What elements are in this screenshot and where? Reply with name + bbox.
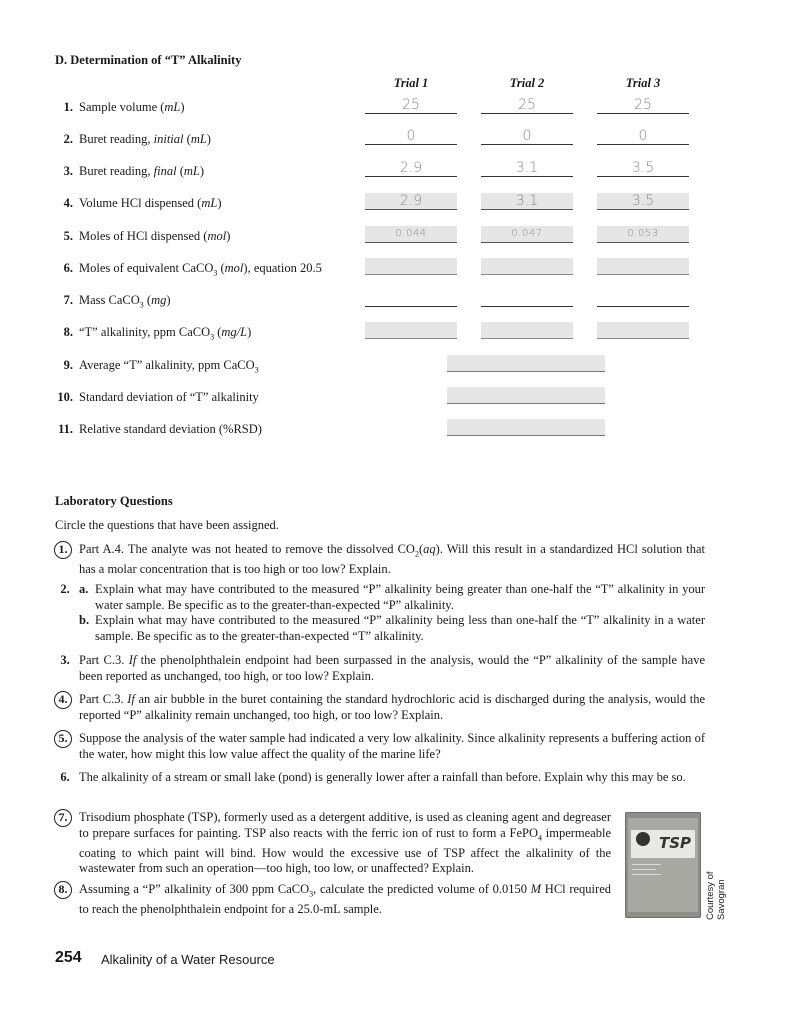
question-number: 3.: [60, 653, 70, 667]
tsp-brand-text: TSP: [658, 834, 691, 852]
cell-sample-volume-t3[interactable]: 25: [597, 97, 689, 114]
row-number: 6.: [63, 261, 73, 275]
section-title: D. Determination of “T” Alkalinity: [55, 53, 242, 67]
lab-questions-title: Laboratory Questions: [55, 494, 173, 508]
row-label-std-dev: Standard deviation of “T” alkalinity: [79, 390, 259, 404]
row-label-average: Average “T” alkalinity, ppm CaCO$_3$: [79, 358, 259, 375]
page-number: 254: [55, 949, 82, 966]
row-label-buret-initial: Buret reading, initial (mL): [79, 132, 211, 146]
row-number: 8.: [63, 325, 73, 339]
image-credit: Courtesy of Savogran: [705, 871, 727, 920]
question-number-circled: 8.: [54, 881, 72, 899]
tsp-package-fineprint: ━━━━━━━━━━━━ ━━━━━━━━━━ ━━━━━━━━━━━━: [632, 862, 661, 877]
row-number: 9.: [63, 358, 73, 372]
row-number: 10.: [57, 390, 73, 404]
row-number: 11.: [58, 422, 73, 436]
cell-moles-caco3-t1[interactable]: [365, 258, 457, 275]
cell-std-dev[interactable]: [447, 387, 605, 404]
question-number-circled: 5.: [54, 730, 72, 748]
question-2a: a. Explain what may have contributed to the measured “P” alkalinity being greater than one-half the “T” alkalinity in your water sample. Be specific as to the greater-than-expected “P” alkalinity.: [79, 582, 705, 612]
cell-average[interactable]: [447, 355, 605, 372]
question-8: 8. Assuming a “P” alkalinity of 300 ppm CaCO$_3$, calculate the predicted volume of 0.0150 M HCl required to reach the phenolphthalein endpoint for a 25.0-mL sample.: [55, 882, 611, 918]
row-label-moles-hcl: Moles of HCl dispensed (mol): [79, 229, 231, 243]
cell-moles-caco3-t3[interactable]: [597, 258, 689, 275]
cell-rsd[interactable]: [447, 419, 605, 436]
cell-buret-final-t1[interactable]: 2.9: [365, 160, 457, 177]
cell-moles-hcl-t3[interactable]: 0.053: [597, 226, 689, 243]
cell-t-alkalinity-t1[interactable]: [365, 322, 457, 339]
cell-mass-caco3-t2[interactable]: [481, 290, 573, 307]
cell-volume-hcl-t3[interactable]: 3.5: [597, 193, 689, 210]
row-number: 2.: [63, 132, 73, 146]
cell-volume-hcl-t2[interactable]: 3.1: [481, 193, 573, 210]
row-number: 5.: [63, 229, 73, 243]
trial-2-header: Trial 2: [509, 76, 545, 90]
row-label-buret-final: Buret reading, final (mL): [79, 164, 205, 178]
cell-buret-final-t2[interactable]: 3.1: [481, 160, 573, 177]
row-label-t-alkalinity: “T” alkalinity, ppm CaCO$_3$ (mg/L): [79, 325, 252, 342]
row-number: 3.: [63, 164, 73, 178]
row-number: 1.: [63, 100, 73, 114]
cell-t-alkalinity-t3[interactable]: [597, 322, 689, 339]
cell-moles-hcl-t1[interactable]: 0.044: [365, 226, 457, 243]
question-2: [55, 582, 705, 644]
row-label-rsd: Relative standard deviation (%RSD): [79, 422, 262, 436]
cell-moles-hcl-t2[interactable]: 0.047: [481, 226, 573, 243]
cell-moles-caco3-t2[interactable]: [481, 258, 573, 275]
cell-t-alkalinity-t2[interactable]: [481, 322, 573, 339]
question-number-circled: 7.: [54, 809, 72, 827]
cell-buret-initial-t2[interactable]: 0: [481, 128, 573, 145]
row-number: 4.: [63, 196, 73, 210]
lab-instruction: Circle the questions that have been assigned.: [55, 518, 279, 532]
question-2b: b. Explain what may have contributed to the measured “P” alkalinity being less than one-half the “T” alkalinity in a water sample. Be specific as to the greater-than-expected “T” alkalinity.: [79, 613, 705, 643]
tsp-product-image: [625, 812, 701, 918]
cell-sample-volume-t2[interactable]: 25: [481, 97, 573, 114]
cell-buret-initial-t1[interactable]: 0: [365, 128, 457, 145]
cell-mass-caco3-t3[interactable]: [597, 290, 689, 307]
row-label-volume-hcl: Volume HCl dispensed (mL): [79, 196, 222, 210]
question-4: 4. Part C.3. If an air bubble in the buret containing the standard hydrochloric acid is discharged during the analysis, would the reported “P” alkalinity remain unchanged, too high, or too low? Explain.: [55, 692, 705, 723]
question-3: 3. Part C.3. If the phenolphthalein endpoint had been surpassed in the analysis, would the “P” alkalinity of the sample have been reported as unchanged, too high, or too low? Explain.: [55, 653, 705, 684]
question-7: 7. Trisodium phosphate (TSP), formerly used as a detergent additive, is used as cleaning agent and degreaser to prepare surfaces for painting. TSP also reacts with the ferric ion of rust to form a FePO$_4$ impermeable coating to which paint will bind. How would the excessive use of TSP affect the alkalinity of the wastewater from such an operation—too high, too low, or unaffected? Explain.: [55, 810, 611, 877]
question-number-circled: 1.: [54, 541, 72, 559]
brand-logo-icon: [636, 832, 650, 846]
row-label-mass-caco3: Mass CaCO$_3$ (mg): [79, 293, 171, 310]
trial-3-header: Trial 3: [625, 76, 661, 90]
cell-sample-volume-t1[interactable]: 25: [365, 97, 457, 114]
cell-mass-caco3-t1[interactable]: [365, 290, 457, 307]
cell-buret-final-t3[interactable]: 3.5: [597, 160, 689, 177]
question-number: 2.: [60, 582, 70, 596]
row-number: 7.: [63, 293, 73, 307]
cell-buret-initial-t3[interactable]: 0: [597, 128, 689, 145]
question-number: 6.: [60, 770, 70, 784]
row-label-moles-caco3: Moles of equivalent CaCO$_3$ (mol), equation 20.5: [79, 261, 322, 278]
row-label-sample-volume: Sample volume (mL): [79, 100, 185, 114]
question-6: 6. The alkalinity of a stream or small lake (pond) is generally lower after a rainfall than before. Explain why this may be so.: [55, 770, 705, 786]
footer-title: Alkalinity of a Water Resource: [101, 952, 275, 967]
question-1: 1. Part A.4. The analyte was not heated to remove the dissolved $CO_2(aq)$. Will this result in a standardized HCl solution that has a molar concentration that is too high or too low? Explain.: [55, 542, 705, 578]
question-number-circled: 4.: [54, 691, 72, 709]
trial-1-header: Trial 1: [393, 76, 429, 90]
cell-volume-hcl-t1[interactable]: 2.9: [365, 193, 457, 210]
question-5: 5. Suppose the analysis of the water sample had indicated a very low alkalinity. Since alkalinity represents a buffering action of the water, how might this low value affect the quality of the marine life?: [55, 731, 705, 762]
